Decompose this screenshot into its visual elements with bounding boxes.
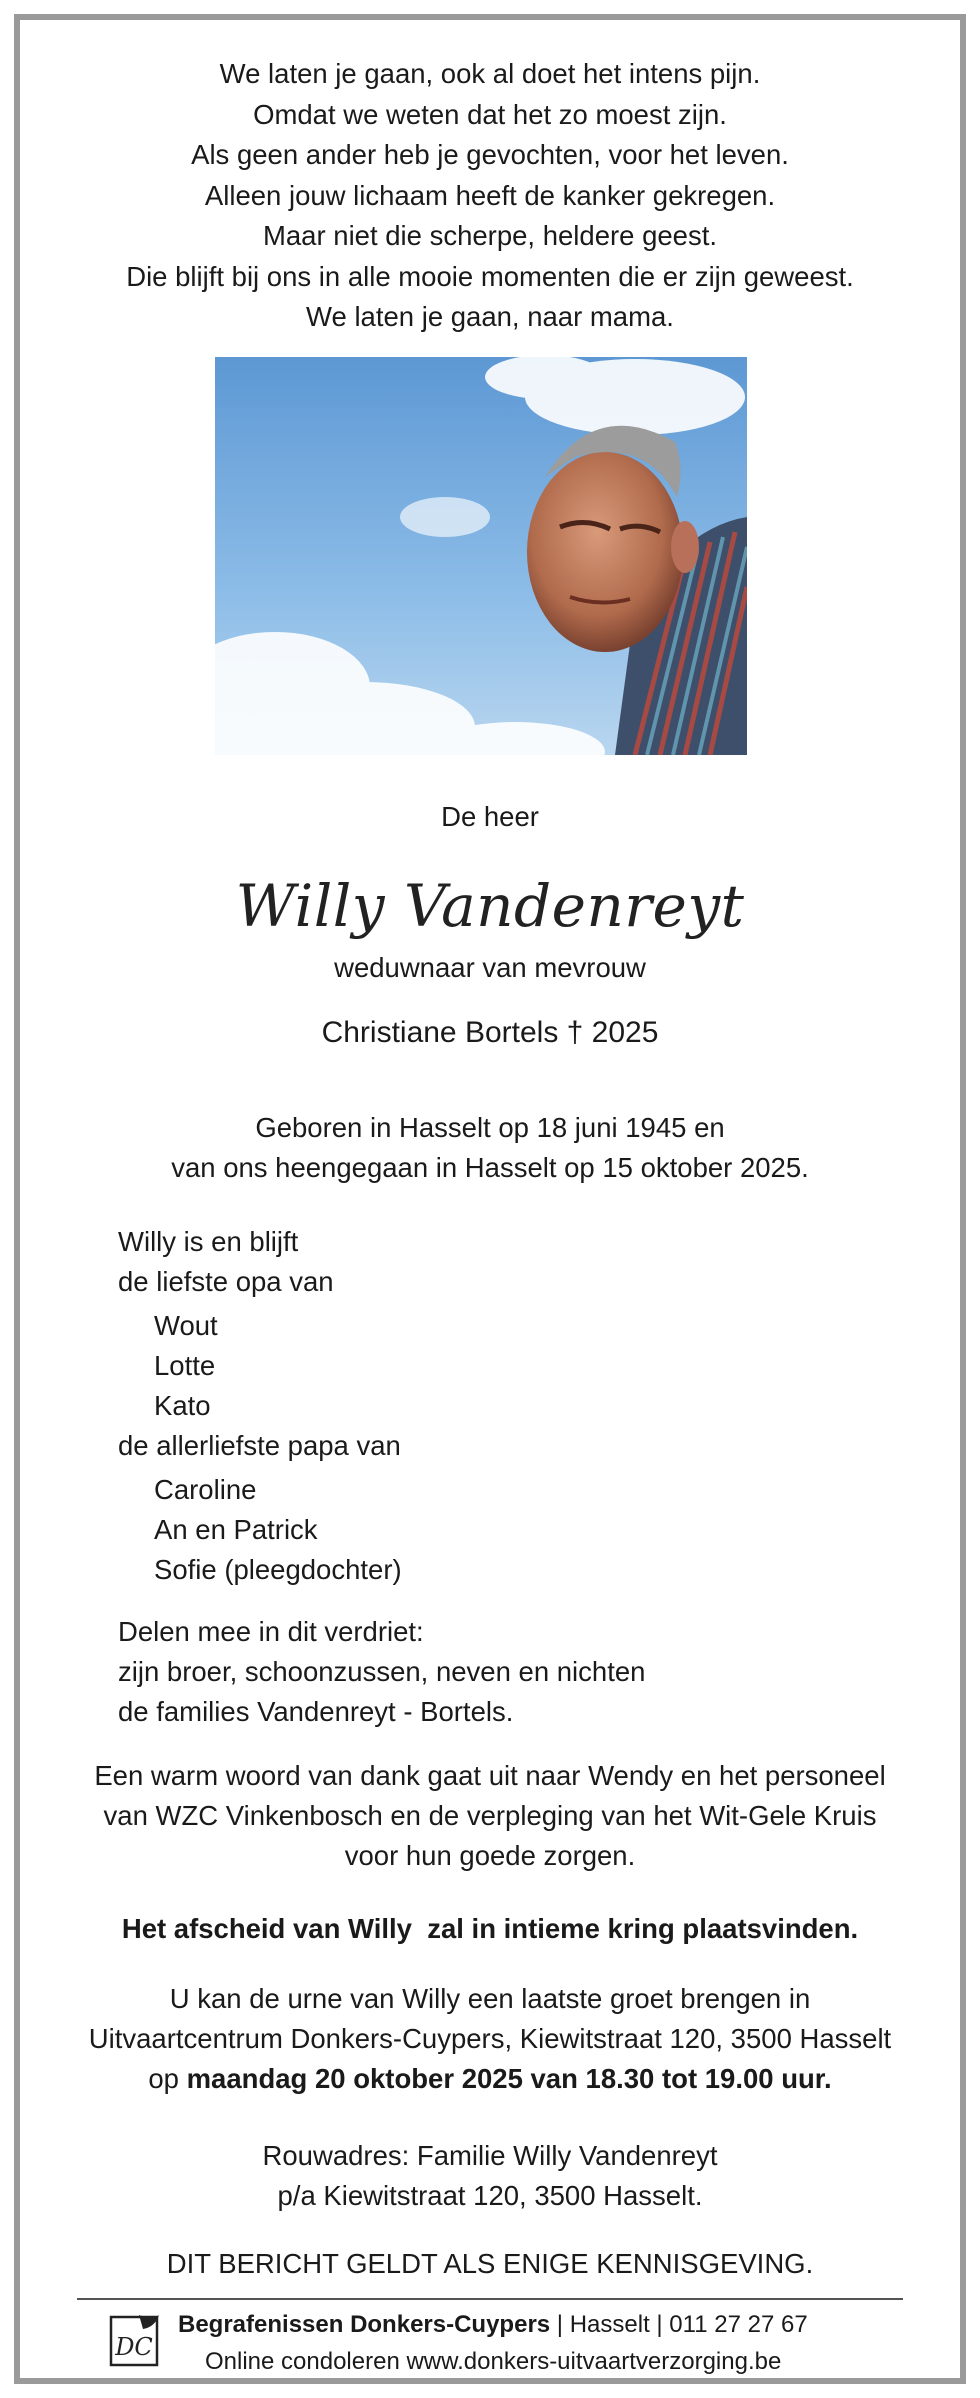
logo-text: DC — [115, 2333, 153, 2361]
farewell-notice: Het afscheid van Willy zal in intieme kring plaatsvinden. — [121, 1913, 859, 1944]
mourning-address-line: Rouwadres: Familie Willy Vandenreyt — [262, 2140, 718, 2171]
urn-date: maandag 20 oktober 2025 van 18.30 tot 19.00 uur. — [186, 2063, 832, 2094]
widower-text: weduwnaar van mevrouw — [334, 952, 646, 983]
poem — [20, 54, 960, 338]
poem-line: We laten je gaan, ook al doet het intens pijn. — [219, 58, 761, 89]
poem-line: Die blijft bij ons in alle mooie momenten die er zijn geweest. — [126, 260, 854, 292]
online-condolence: Online condoleren www.donkers-uitvaartverzorging.be — [205, 2348, 782, 2375]
list-item: An en Patrick — [154, 1514, 318, 1545]
urn-line: Uitvaartcentrum Donkers-Cuypers, Kiewitstraat 120, 3500 Hasselt — [88, 2023, 892, 2054]
salutation: De heer — [441, 801, 539, 832]
grief-line: zijn broer, schoonzussen, neven en nichten — [118, 1656, 646, 1687]
grandfather-intro-line: Willy is en blijft — [118, 1226, 299, 1257]
portrait-photo — [215, 357, 747, 755]
birth-line: Geboren in Hasselt op 18 juni 1945 en — [255, 1112, 725, 1143]
footer-divider — [77, 2298, 903, 2300]
list-item: Kato — [154, 1390, 211, 1421]
poem-line: Als geen ander heb je gevochten, voor het leven. — [191, 139, 789, 170]
grief-line: Delen mee in dit verdriet: — [118, 1616, 424, 1647]
urn-date-prefix: op — [148, 2063, 187, 2094]
company-name: Begrafenissen Donkers-Cuypers — [178, 2311, 551, 2338]
list-item: Caroline — [154, 1474, 257, 1505]
thanks-line: van WZC Vinkenbosch en de verpleging van het Wit-Gele Kruis — [103, 1800, 877, 1831]
deceased-name: Willy Vandenreyt — [235, 872, 745, 940]
death-line: van ons heengegaan in Hasselt op 15 oktober 2025. — [171, 1152, 809, 1183]
birth-death-info — [20, 1108, 960, 1188]
poem-line: We laten je gaan, naar mama. — [306, 301, 674, 332]
company-location-phone: | Hasselt | 011 27 27 67 — [550, 2311, 808, 2338]
thanks-message — [20, 1756, 960, 1876]
official-notice: DIT BERICHT GELDT ALS ENIGE KENNISGEVING. — [166, 2248, 814, 2279]
company-info — [178, 2311, 808, 2339]
urn-date-line — [20, 2059, 960, 2099]
list-item: Wout — [154, 1310, 218, 1341]
father-intro-line: de allerliefste papa van — [118, 1430, 401, 1461]
poem-line: Omdat we weten dat het zo moest zijn. — [253, 98, 727, 130]
death-notice-card — [14, 14, 966, 2384]
family-list — [118, 1222, 402, 1590]
shared-grief — [118, 1612, 645, 1732]
mourning-address — [20, 2136, 960, 2216]
spouse-name: Christiane Bortels † 2025 — [321, 1016, 659, 1049]
thanks-line: voor hun goede zorgen. — [344, 1840, 636, 1871]
grandfather-intro-line: de liefste opa van — [118, 1266, 334, 1297]
grief-line: de families Vandenreyt - Bortels. — [118, 1696, 514, 1727]
poem-line: Alleen jouw lichaam heeft de kanker gekregen. — [204, 179, 776, 211]
company-logo — [109, 2313, 161, 2369]
list-item: Lotte — [154, 1350, 216, 1381]
thanks-line: Een warm woord van dank gaat uit naar Wendy en het personeel — [94, 1760, 886, 1791]
urn-line: U kan de urne van Willy een laatste groet brengen in — [169, 1983, 811, 2014]
urn-visit-info — [20, 1979, 960, 2099]
poem-line: Maar niet die scherpe, heldere geest. — [262, 220, 718, 251]
list-item: Sofie (pleegdochter) — [154, 1554, 402, 1585]
mourning-address-line: p/a Kiewitstraat 120, 3500 Hasselt. — [277, 2180, 703, 2211]
